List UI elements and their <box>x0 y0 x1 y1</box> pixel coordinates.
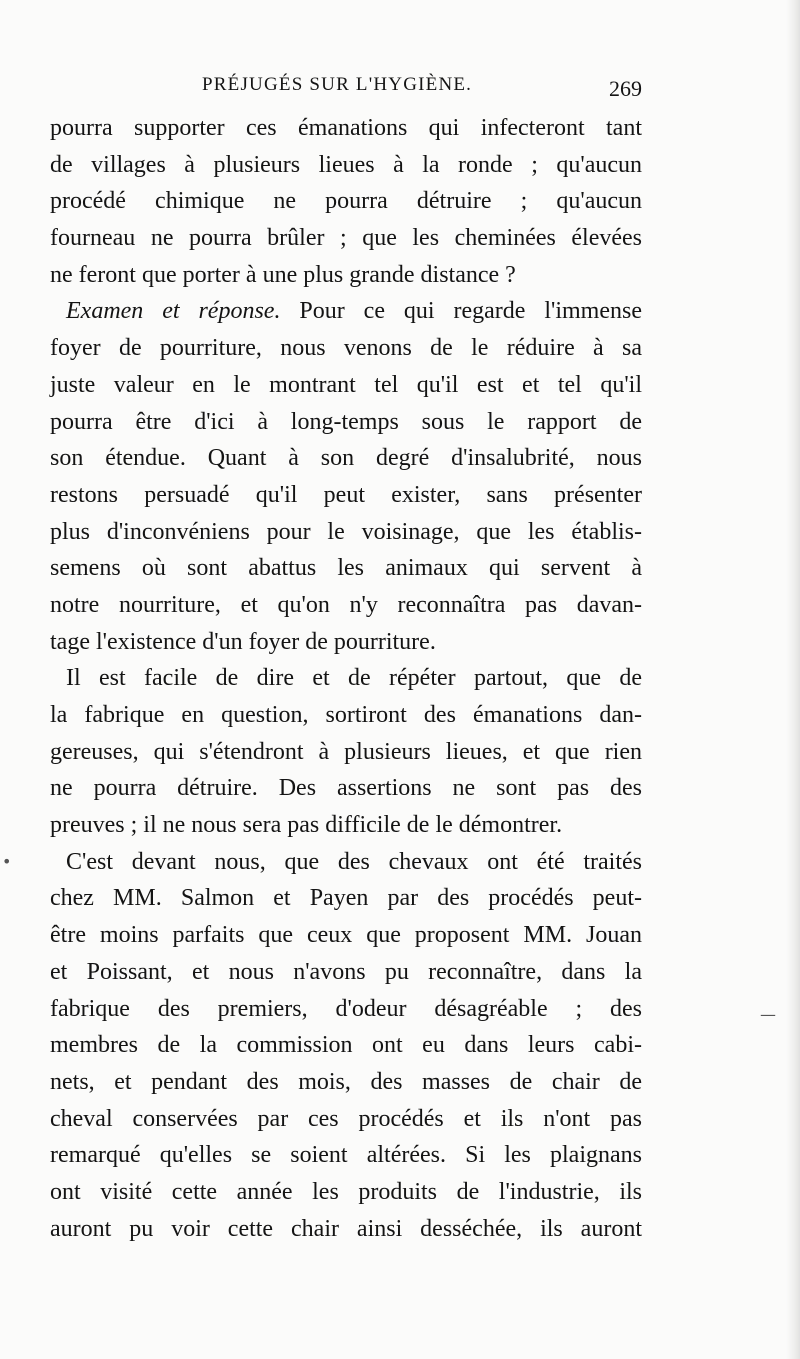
margin-dot-mark: • <box>2 852 12 871</box>
line-text: la fabrique en question, sortiront des émanations dan- <box>50 702 642 728</box>
text-line <box>50 917 642 954</box>
page-number: 269 <box>609 76 642 101</box>
line-text: tage l'existence d'un foyer de pourriture. <box>50 628 436 655</box>
text-line <box>50 514 642 551</box>
line-text: gereuses, qui s'étendront à plusieurs lieues, et que rien <box>50 738 642 765</box>
page-header <box>50 74 642 104</box>
text-line <box>50 1064 642 1101</box>
line-text: C'est devant nous, que des chevaux ont été traités <box>66 848 642 875</box>
line-text: restons persuadé qu'il peut exister, sans présenter <box>50 481 642 508</box>
text-line <box>50 110 642 147</box>
text-line <box>50 880 642 917</box>
line-text: Il est facile de dire et de répéter partout, que de <box>66 665 642 692</box>
text-line <box>50 1211 642 1248</box>
line-text: de villages à plusieurs lieues à la ronde ; qu'aucun <box>50 151 642 178</box>
line-text: notre nourriture, et qu'on n'y reconnaîtra pas davan- <box>50 591 642 618</box>
line-text: son étendue. Quant à son degré d'insalubrité, nous <box>50 445 642 472</box>
line-text: semens où sont abattus les animaux qui servent à <box>50 555 642 582</box>
line-text: fabrique des premiers, d'odeur désagréable ; des <box>50 995 642 1022</box>
text-line <box>50 1101 642 1138</box>
line-text: chez MM. Salmon et Payen par des procédés peut- <box>50 885 642 912</box>
text-line <box>50 587 642 624</box>
body-text <box>50 110 642 1247</box>
margin-dash-mark: — <box>760 1005 776 1024</box>
line-text: pourra être d'ici à long-temps sous le rapport de <box>50 408 642 435</box>
text-line <box>50 440 642 477</box>
line-text: fourneau ne pourra brûler ; que les cheminées élevées <box>50 225 642 252</box>
line-text: ne pourra détruire. Des assertions ne sont pas des <box>50 775 642 802</box>
line-text: pourra supporter ces émanations qui infecteront tant <box>50 115 642 141</box>
text-line <box>50 293 642 330</box>
line-text: et Poissant, et nous n'avons pu reconnaître, dans la <box>50 958 642 985</box>
text-line <box>50 770 642 807</box>
line-text: juste valeur en le montrant tel qu'il est et tel qu'il <box>50 371 642 398</box>
text-line <box>50 183 642 220</box>
text-line <box>50 550 642 587</box>
text-line <box>50 367 642 404</box>
text-line <box>50 1137 642 1174</box>
text-line <box>50 954 642 991</box>
line-text: ont visité cette année les produits de l'industrie, ils <box>50 1178 642 1205</box>
text-line <box>50 220 642 257</box>
line-text: auront pu voir cette chair ainsi desséchée, ils auront <box>50 1215 642 1242</box>
text-line <box>50 477 642 514</box>
text-line <box>50 1027 642 1064</box>
line-text: membres de la commission ont eu dans leurs cabi- <box>50 1032 642 1059</box>
section-lead-italic: Examen et réponse. <box>66 298 281 325</box>
line-text: procédé chimique ne pourra détruire ; qu'aucun <box>50 188 642 215</box>
text-line <box>50 734 642 771</box>
line-text: plus d'inconvéniens pour le voisinage, que les établis- <box>50 518 642 545</box>
text-line <box>50 147 642 184</box>
text-line <box>50 624 642 661</box>
line-text: nets, et pendant des mois, des masses de chair de <box>50 1068 642 1095</box>
text-line <box>50 844 642 881</box>
page-edge-shadow <box>786 0 800 1359</box>
text-line <box>50 1174 642 1211</box>
line-text: être moins parfaits que ceux que proposent MM. Jouan <box>50 922 642 949</box>
line-text: remarqué qu'elles se soient altérées. Si les plaignans <box>50 1142 642 1169</box>
line-text: ne feront que porter à une plus grande distance ? <box>50 261 516 288</box>
text-line <box>50 697 642 734</box>
text-line <box>50 404 642 441</box>
text-line <box>50 660 642 697</box>
text-line <box>50 991 642 1028</box>
text-line <box>50 257 642 294</box>
line-text: Pour ce qui regarde l'immense <box>280 298 642 325</box>
text-line <box>50 330 642 367</box>
line-text: preuves ; il ne nous sera pas difficile de le démontrer. <box>50 812 563 839</box>
running-title: PRÉJUGÉS SUR L'HYGIÈNE. <box>202 74 473 95</box>
line-text: cheval conservées par ces procédés et ils n'ont pas <box>50 1105 642 1132</box>
text-line <box>50 807 642 844</box>
line-text: foyer de pourriture, nous venons de le réduire à sa <box>50 335 642 362</box>
